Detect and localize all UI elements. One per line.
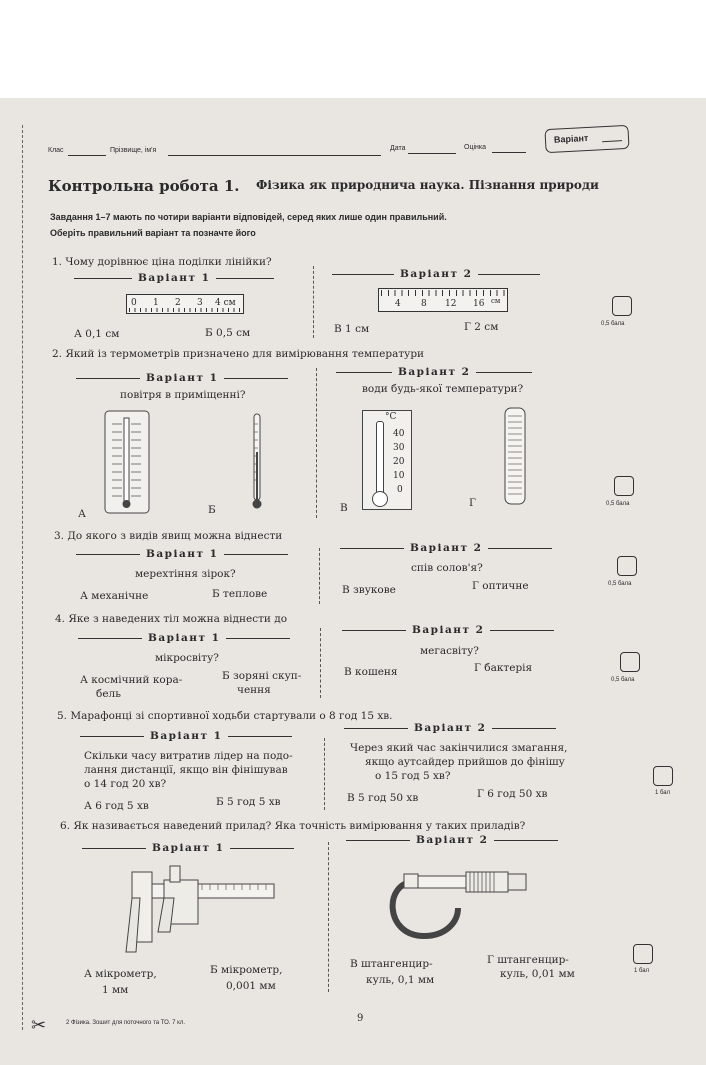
q5-variant-1-line-3: о 14 год 20 хв?	[84, 778, 167, 790]
date-field[interactable]	[408, 153, 456, 154]
q2-option-d[interactable]: Г	[469, 497, 476, 509]
grade-label: Оцінка	[464, 144, 486, 151]
date-label: Дата	[390, 145, 406, 152]
scissors-icon: ✂	[31, 1015, 47, 1036]
question-6: 6. Як називається наведений прилад? Яка точність вимірювання у таких приладів?	[60, 820, 526, 832]
q4-option-b-line-1[interactable]: Б зоряні скуп-	[222, 670, 302, 682]
q6-option-b-line-1[interactable]: Б мікрометр,	[210, 964, 283, 976]
footer-text: 2 Фізика. Зошит для поточного та ТО. 7 кл.	[66, 1020, 186, 1026]
q4-variant-2-text: мегасвіту?	[420, 645, 479, 657]
q5-variant-2-line-2: якщо аутсайдер прийшов до фінішу	[365, 756, 565, 768]
q1-variant-2-heading: Варіант 2	[332, 268, 540, 280]
q4-points: 0,5 бала	[611, 677, 635, 683]
page-number: 9	[357, 1013, 364, 1024]
q6-option-b-line-2[interactable]: 0,001 мм	[226, 980, 276, 992]
instructions-line-2: Оберіть правильний варіант та позначте його	[50, 228, 256, 238]
question-2: 2. Який із термометрів призначено для вимірювання температури	[52, 348, 425, 360]
thermometer-b-image	[249, 412, 265, 512]
q4-option-a-line-1[interactable]: А космічний кора-	[80, 674, 183, 686]
q2-option-c[interactable]: В	[340, 502, 348, 514]
q3-variant-1-text: мерехтіння зірок?	[135, 568, 236, 580]
q3-variant-1-heading: Варіант 1	[76, 548, 288, 560]
q4-variant-1-text: мікросвіту?	[155, 652, 219, 664]
caliper-image	[118, 862, 276, 958]
q6-answer-box[interactable]	[633, 944, 653, 964]
question-5: 5. Марафонці зі спортивної ходьби стартували о 8 год 15 хв.	[57, 710, 393, 722]
thermometer-d-image	[503, 404, 527, 508]
q3-variant-2-heading: Варіант 2	[340, 542, 552, 554]
question-1: 1. Чому дорівнює ціна поділки лінійки?	[52, 256, 272, 268]
q5-variant-2-heading: Варіант 2	[344, 722, 556, 734]
q3-variant-2-text: спів солов'я?	[411, 562, 483, 574]
q2-variant-1-heading: Варіант 1	[76, 372, 288, 384]
q5-points: 1 бал	[655, 790, 671, 796]
thermometer-c-image: °C 40 30 20 10 0	[362, 410, 412, 510]
class-label: Клас	[48, 147, 64, 154]
ruler-2: 4 8 12 16 см	[378, 288, 508, 312]
q3-option-a[interactable]: А механічне	[80, 590, 149, 602]
q5-option-d[interactable]: Г 6 год 50 хв	[477, 788, 548, 800]
q2-points: 0,5 бала	[606, 501, 630, 507]
q6-option-c-line-2[interactable]: куль, 0,1 мм	[366, 974, 435, 986]
page-title: Контрольна робота 1.	[48, 177, 240, 195]
q1-answer-box[interactable]	[612, 296, 632, 316]
q5-variant-1-line-1: Скільки часу витратив лідер на подо-	[84, 750, 293, 762]
grade-field[interactable]	[492, 152, 526, 153]
q6-option-c-line-1[interactable]: В штангенцир-	[350, 958, 433, 970]
q6-option-a-line-1[interactable]: А мікрометр,	[84, 968, 157, 980]
worksheet-page	[0, 98, 706, 1065]
q1-variant-1-heading: Варіант 1	[74, 272, 274, 284]
q1-option-d[interactable]: Г 2 см	[464, 321, 499, 333]
surname-label: Прізвище, ім'я	[110, 147, 157, 154]
thermometer-a-image	[104, 410, 150, 514]
q5-option-a[interactable]: А 6 год 5 хв	[84, 800, 149, 812]
q3-answer-box[interactable]	[617, 556, 637, 576]
variant-label: Варіант	[553, 132, 589, 145]
q6-variant-1-heading: Варіант 1	[82, 842, 294, 854]
q4-variant-1-heading: Варіант 1	[78, 632, 290, 644]
ruler-1: 0 1 2 3 4 см	[126, 294, 244, 314]
q2-answer-box[interactable]	[614, 476, 634, 496]
q5-variant-1-line-2: лання дистанції, якщо він фінішував	[84, 764, 288, 776]
q6-option-a-line-2[interactable]: 1 мм	[102, 984, 129, 996]
q6-option-d-line-2[interactable]: куль, 0,01 мм	[500, 968, 575, 980]
q3-option-c[interactable]: В звукове	[342, 584, 396, 596]
q5-variant-2-line-1: Через який час закінчилися змагання,	[350, 742, 568, 754]
question-3: 3. До якого з видів явищ можна віднести	[54, 530, 283, 542]
instructions-line-1: Завдання 1–7 мають по чотири варіанти відповідей, серед яких лише один правильний.	[50, 212, 447, 222]
class-field[interactable]	[68, 155, 106, 156]
q2-variant-2-text: води будь-якої температури?	[362, 383, 524, 395]
q3-option-d[interactable]: Г оптичне	[472, 580, 529, 592]
q4-option-b-line-2[interactable]: чення	[237, 684, 271, 696]
q2-variant-1-text: повітря в приміщенні?	[120, 389, 246, 401]
q5-answer-box[interactable]	[653, 766, 673, 786]
q5-option-b[interactable]: Б 5 год 5 хв	[216, 796, 281, 808]
q3-option-b[interactable]: Б теплове	[212, 588, 268, 600]
q1-points: 0,5 бала	[601, 321, 625, 327]
cut-line	[22, 125, 23, 1030]
q6-variant-2-heading: Варіант 2	[346, 834, 558, 846]
q4-answer-box[interactable]	[620, 652, 640, 672]
surname-field[interactable]	[168, 155, 381, 156]
q5-variant-1-heading: Варіант 1	[80, 730, 292, 742]
q1-option-b[interactable]: Б 0,5 см	[205, 327, 251, 339]
page-subtitle: Фізика як природнича наука. Пізнання природи	[256, 178, 599, 192]
variant-box[interactable]	[544, 125, 629, 153]
q2-variant-2-heading: Варіант 2	[336, 366, 532, 378]
q4-variant-2-heading: Варіант 2	[342, 624, 554, 636]
q3-points: 0,5 бала	[608, 581, 632, 587]
q1-option-a[interactable]: А 0,1 см	[74, 328, 120, 340]
q1-option-c[interactable]: В 1 см	[334, 323, 370, 335]
q2-option-a[interactable]: А	[78, 508, 86, 520]
q4-option-a-line-2[interactable]: бель	[96, 688, 121, 700]
q5-variant-2-line-3: о 15 год 5 хв?	[375, 770, 451, 782]
q6-option-d-line-1[interactable]: Г штангенцир-	[487, 954, 569, 966]
q6-points: 1 бал	[634, 968, 650, 974]
q2-option-b[interactable]: Б	[208, 504, 216, 516]
q4-option-c[interactable]: В кошеня	[344, 666, 398, 678]
q4-option-d[interactable]: Г бактерія	[474, 662, 533, 674]
question-4: 4. Яке з наведених тіл можна віднести до	[55, 613, 288, 625]
q5-option-c[interactable]: В 5 год 50 хв	[347, 792, 419, 804]
micrometer-image	[384, 866, 534, 942]
